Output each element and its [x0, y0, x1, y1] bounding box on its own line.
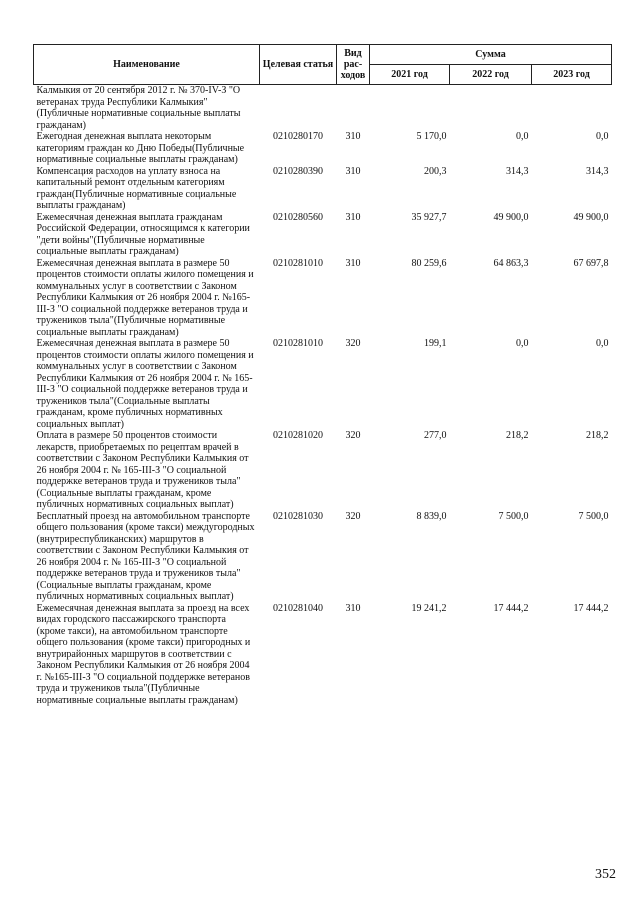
- row-vid: 310: [345, 602, 361, 614]
- row-2021: 80 259,6: [411, 257, 447, 269]
- row-2022: 0,0: [516, 338, 529, 349]
- table-row: [34, 131, 612, 166]
- header-2022: 2022 год: [450, 65, 532, 85]
- row-vid: 310: [345, 165, 361, 177]
- table-row: [34, 212, 612, 258]
- budget-sheet: [33, 44, 611, 706]
- row-2021: 35 927,7: [411, 211, 447, 223]
- row-vid: [337, 85, 370, 132]
- row-vid: 320: [345, 430, 361, 441]
- row-name: Ежегодная денежная выплата некоторым категориям граждан ко Дню Победы(Публичные нормативные социальные выплаты гражданам): [36, 131, 245, 165]
- row-2021: [370, 85, 450, 132]
- row-vid: 310: [345, 257, 361, 269]
- budget-table: [33, 44, 612, 706]
- row-2022: 49 900,0: [493, 211, 529, 223]
- row-2022: 17 444,2: [493, 602, 529, 614]
- row-2023: 0,0: [596, 338, 609, 349]
- row-2023: 314,3: [586, 165, 609, 177]
- row-2022: 64 863,3: [493, 257, 529, 269]
- row-name: Оплата в размере 50 процентов стоимости лекарств, приобретаемых по рецептам врачей в соответствии с Законом Республики Калмыкия от 26 ноября 2004 г. № 165-III-З "О социальной поддержке ветеранов труда и тружеников тыла"(Социальные выплаты гражданам, кроме публичных нормативных социальных выплат): [36, 430, 249, 510]
- row-name: Ежемесячная денежная выплата за проезд на всех видах городского пассажирского транспорта (кроме такси), на автомобильном транспорте общего пользования (кроме такси) пригородных и внутрирайонных маршрутов в соответствии с Законом Республики Калмыкия от 26 ноября 2004 г. №165-III-З "О социальной поддержке ветеранов труда и тружеников тыла"(Публичные нормативные социальные выплаты гражданам): [36, 602, 251, 706]
- row-2021: 8 839,0: [416, 510, 447, 522]
- row-2021: 199,1: [424, 338, 447, 349]
- row-2023: 7 500,0: [578, 510, 609, 522]
- row-name: Бесплатный проезд на автомобильном транспорте общего пользования (кроме такси) междугородных (внутриреспубликанских) маршрутов в соответствии с Законом Республики Калмыкия от 26 ноября 2004 г. № 165-III-З "О социальной поддержке ветеранов труда и тружеников тыла"(Социальные выплаты гражданам, кроме публичных нормативных социальных выплат): [36, 510, 255, 602]
- table-row: [34, 338, 612, 430]
- row-2022: 0,0: [516, 131, 529, 142]
- row-code: 0210280390: [273, 165, 323, 177]
- row-2023: [532, 85, 612, 132]
- row-2021: 5 170,0: [416, 131, 447, 142]
- row-2022: [450, 85, 532, 132]
- row-2023: 0,0: [596, 131, 609, 142]
- row-name: Ежемесячная денежная выплата в размере 50 процентов стоимости оплаты жилого помещения и коммунальных услуг в соответствии с Законом Республики Калмыкия от 26 ноября 2004 г. № 165-III-З "О социальной поддержке ветеранов труда и тружеников тыла"(Социальные выплаты гражданам, кроме публичных нормативных социальных выплат): [36, 338, 254, 430]
- row-code: [260, 85, 337, 132]
- row-name: Ежемесячная денежная выплата в размере 50 процентов стоимости оплаты жилого помещения и коммунальных услуг в соответствии с Законом Республики Калмыкия от 26 ноября 2004 г. №165-III-З "О социальной поддержке ветеранов труда и тружеников тыла"(Публичные нормативные социальные выплаты гражданам): [36, 257, 254, 338]
- table-row: [34, 430, 612, 511]
- row-2023: 67 697,8: [573, 257, 609, 269]
- row-code: 0210281010: [273, 338, 323, 349]
- row-name: Калмыкия от 20 сентября 2012 г. № 370-IV-З "О ветеранах труда Республики Калмыкия"(Публичные нормативные социальные выплаты гражданам): [36, 85, 241, 131]
- header-code: Целевая статья: [260, 45, 337, 85]
- header-2021: 2021 год: [370, 65, 450, 85]
- row-2023: 17 444,2: [573, 602, 609, 614]
- row-vid: 310: [345, 211, 361, 223]
- row-code: 0210281010: [273, 257, 323, 269]
- row-name: Ежемесячная денежная выплата гражданам Российской Федерации, относящимся к категории "дети войны"(Публичные нормативные социальные выплаты гражданам): [36, 211, 250, 257]
- row-code: 0210281030: [273, 510, 323, 522]
- page-number: 352: [595, 867, 616, 882]
- header-sum: Сумма: [370, 45, 612, 65]
- row-vid: 310: [345, 131, 361, 142]
- row-vid: 320: [345, 338, 361, 349]
- table-row: [34, 258, 612, 339]
- row-2021: 19 241,2: [411, 602, 447, 614]
- header-vid: Вид рас-ходов: [337, 45, 370, 85]
- row-2023: 49 900,0: [573, 211, 609, 223]
- row-code: 0210280560: [273, 211, 323, 223]
- row-2021: 277,0: [424, 430, 447, 441]
- row-2022: 314,3: [506, 165, 529, 177]
- row-vid: 320: [345, 510, 361, 522]
- row-name: Компенсация расходов на уплату взноса на капитальный ремонт отдельным категориям граждан(Публичные нормативные социальные выплаты гражданам): [36, 165, 237, 211]
- row-2023: 218,2: [586, 430, 609, 441]
- table-row: [34, 85, 612, 132]
- row-code: 0210280170: [273, 131, 323, 142]
- header-name: Наименование: [34, 45, 260, 85]
- row-code: 0210281040: [273, 602, 323, 614]
- header-2023: 2023 год: [532, 65, 612, 85]
- row-2022: 7 500,0: [498, 510, 529, 522]
- table-row: [34, 166, 612, 212]
- table-row: [34, 511, 612, 603]
- table-row: [34, 603, 612, 707]
- row-code: 0210281020: [273, 430, 323, 441]
- row-2021: 200,3: [424, 165, 447, 177]
- row-2022: 218,2: [506, 430, 529, 441]
